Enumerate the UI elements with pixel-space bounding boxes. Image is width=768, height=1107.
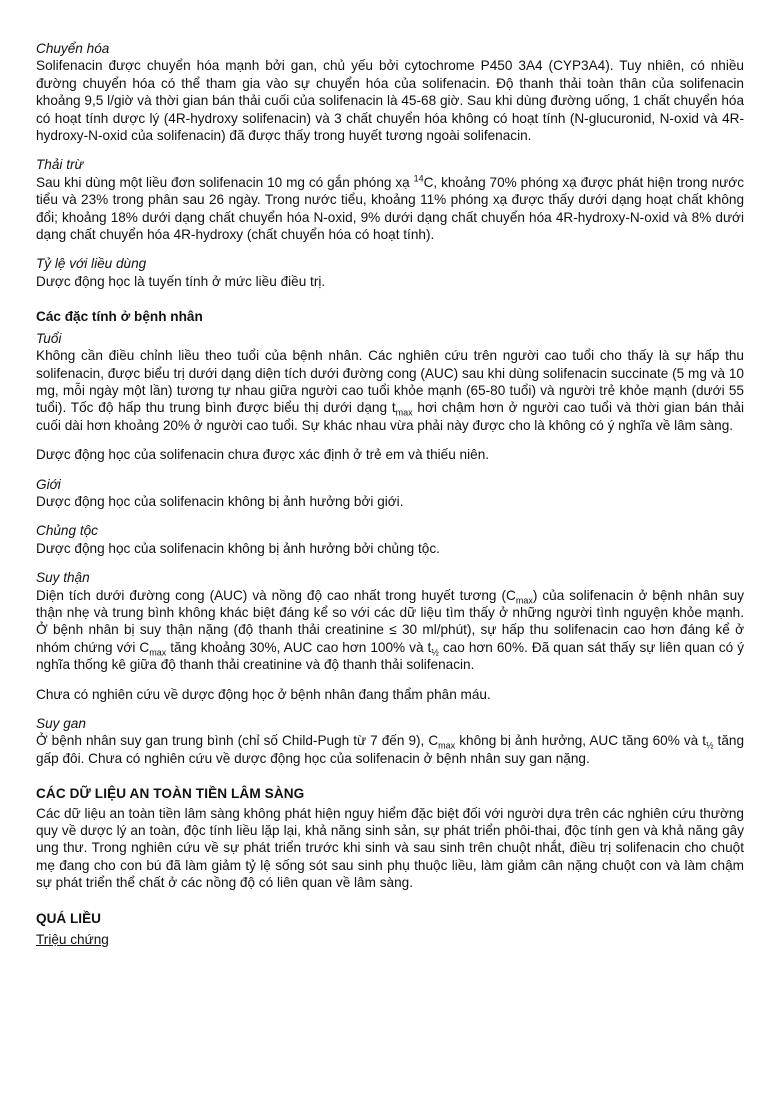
renal-text-2: ) của solifenacin ở bệnh nhân suy thận nhẹ và trung bình không khác biệt đáng kể so với các dữ liệu tìm thấy ở những người tình nguyện khỏe mạnh. Ở bệnh nhân bị suy thận nặng (độ thanh thải creatinine ≤ 30 ml/phút), sự hấp thu solifenacin cao hơn đáng kể ở nhóm chứng với C [36, 587, 745, 655]
subheading-metabolism: Chuyển hóa [36, 41, 110, 56]
paragraph-children: Dược động học của solifenacin chưa được xác định ở trẻ em và thiếu niên. [36, 447, 490, 463]
elimination-text-a: Sau khi dùng một liều đơn solifenacin 10 mg có gắn phóng xạ [36, 174, 414, 190]
heading-patient-characteristics: Các đặc tính ở bệnh nhân [36, 309, 203, 325]
section-linearity [36, 255, 744, 290]
half-life-subscript: ½ [706, 741, 714, 752]
subheading-age: Tuổi [36, 330, 62, 346]
tmax-subscript: max [395, 408, 413, 419]
hepatic-text-1: Ở bệnh nhân suy gan trung bình (chỉ số Child-Pugh từ 7 đến 9), C [36, 733, 439, 749]
cmax-subscript: max [515, 595, 533, 606]
section-dialysis [36, 686, 744, 703]
subheading-elimination: Thải trừ [36, 157, 84, 173]
section-children [36, 446, 744, 463]
paragraph-hepatic [36, 732, 744, 767]
section-preclinical [36, 785, 744, 891]
subheading-linearity: Tỷ lệ với liều dùng [36, 256, 147, 272]
subheading-symptoms: Triệu chứng [36, 932, 109, 948]
subheading-hepatic: Suy gan [36, 716, 86, 731]
renal-text-3: tăng khoảng 30%, AUC cao hơn 100% và t [166, 639, 432, 655]
paragraph-linearity: Dược động học là tuyến tính ở mức liều điều trị. [36, 273, 326, 289]
paragraph-preclinical: Các dữ liệu an toàn tiền lâm sàng không phát hiện nguy hiểm đặc biệt đối với người dựa trên các nghiên cứu thường quy về dược lý an toàn, độc tính liều lặp lại, khả năng sinh sản, sự phát triển phôi-thai, độc tính gen và khả năng gây ung thư. Trong nghiên cứu về sự phát triển trước khi sinh và sau sinh trên chuột nhắt, điều trị solifenacin cho chuột mẹ đang cho con bú đã làm giảm tỷ lệ sống sót sau sinh phụ thuộc liều, làm giảm cân nặng chuột con và làm chậm sự phát triển thể chất ở các nồng độ có liên quan về lâm sàng. [36, 805, 744, 891]
section-race [36, 522, 744, 557]
paragraph-race: Dược động học của solifenacin không bị ảnh hưởng bởi chủng tộc. [36, 540, 440, 556]
paragraph-elimination [36, 174, 744, 244]
paragraph-age [36, 347, 744, 434]
heading-overdose: QUÁ LIỀU [36, 910, 101, 926]
cmax-subscript: max [149, 647, 167, 658]
hepatic-text-3: tăng gấp đôi. Chưa có nghiên cứu về dược động học của solifenacin ở bệnh nhân suy gan nặng. [36, 733, 745, 766]
renal-text-1: Diện tích dưới đường cong (AUC) và nồng độ cao nhất trong huyết tương (C [36, 587, 516, 603]
subheading-renal: Suy thận [36, 570, 90, 586]
paragraph-renal [36, 587, 744, 674]
isotope-superscript: 14 [413, 173, 424, 184]
section-metabolism [36, 40, 744, 144]
section-gender [36, 476, 744, 511]
heading-preclinical: CÁC DỮ LIỆU AN TOÀN TIỀN LÂM SÀNG [36, 786, 305, 802]
paragraph-dialysis: Chưa có nghiên cứu về dược động học ở bệnh nhân đang thẩm phân máu. [36, 686, 491, 702]
hepatic-text-2: không bị ảnh hưởng, AUC tăng 60% và t [455, 733, 706, 749]
section-elimination [36, 156, 744, 243]
renal-text-4: cao hơn 60%. Đã quan sát thấy sự liên quan có ý nghĩa thống kê giữa độ thanh thải creatinine và độ thanh thải solifenacin. [36, 639, 744, 673]
age-text-a: Không cần điều chỉnh liều theo tuổi của bệnh nhân. Các nghiên cứu trên người cao tuổi cho thấy là sự hấp thu solifenacin, được biểu trị dưới dạng diện tích dưới đường cong (AUC) sau khi dùng solifenacin succinate (5 mg và 10 mg, mỗi ngày một lần) tương tự nhau giữa người cao tuổi khỏe mạnh (65-80 tuổi) và người trẻ khỏe mạnh (dưới 55 tuổi). Tốc độ hấp thu trung bình được biểu thị dưới dạng t [36, 348, 744, 416]
section-renal [36, 569, 744, 673]
cmax-subscript: max [438, 741, 456, 752]
section-age [36, 330, 744, 434]
section-hepatic [36, 715, 744, 767]
paragraph-metabolism: Solifenacin được chuyển hóa mạnh bởi gan, chủ yếu bởi cytochrome P450 3A4 (CYP3A4). Tuy nhiên, có nhiều đường chuyển hóa có thể tham gia vào sự chuyển hóa của solifenacin. Độ thanh thải toàn thân của solifenacin khoảng 9,5 l/giờ và thời gian bán thải cuối của solifenacin là 45-68 giờ. Sau khi dùng đường uống, 1 chất chuyển hóa có hoạt tính dược lý (4R-hydroxy solifenacin) và 3 chất chuyển hóa không có hoạt tính (N-glucuronid, N-oxid và 4R-hydroxy-N-oxid của solifenacin) đã được thấy trong huyết tương ngoài solifenacin. [36, 58, 744, 144]
elimination-text-b: C, khoảng 70% phóng xạ được phát hiện trong nước tiểu và 23% trong phân sau 26 ngày. Trong nước tiểu, khoảng 11% phóng xạ được thấy dưới dạng hoạt chất không đổi; khoảng 18% dưới dạng chất chuyển hóa N-oxid, 9% dưới dạng chất chuyển hóa 4R-hydroxy-N-oxid và 8% dưới dạng chất chuyển hóa 4R-hydroxy (chất chuyển hóa có hoạt tính). [36, 174, 744, 243]
paragraph-gender: Dược động học của solifenacin không bị ảnh hưởng bởi giới. [36, 493, 404, 509]
section-overdose [36, 910, 744, 949]
subheading-race: Chủng tộc [36, 523, 98, 539]
subheading-gender: Giới [36, 476, 61, 492]
age-text-b: hơi chậm hơn ở người cao tuổi và thời gian bán thải cuối dài hơn khoảng 20% ở người cao tuổi. Sự khác nhau vừa phải này được cho là không có ý nghĩa về lâm sàng. [36, 400, 744, 433]
half-life-subscript: ½ [431, 647, 439, 658]
